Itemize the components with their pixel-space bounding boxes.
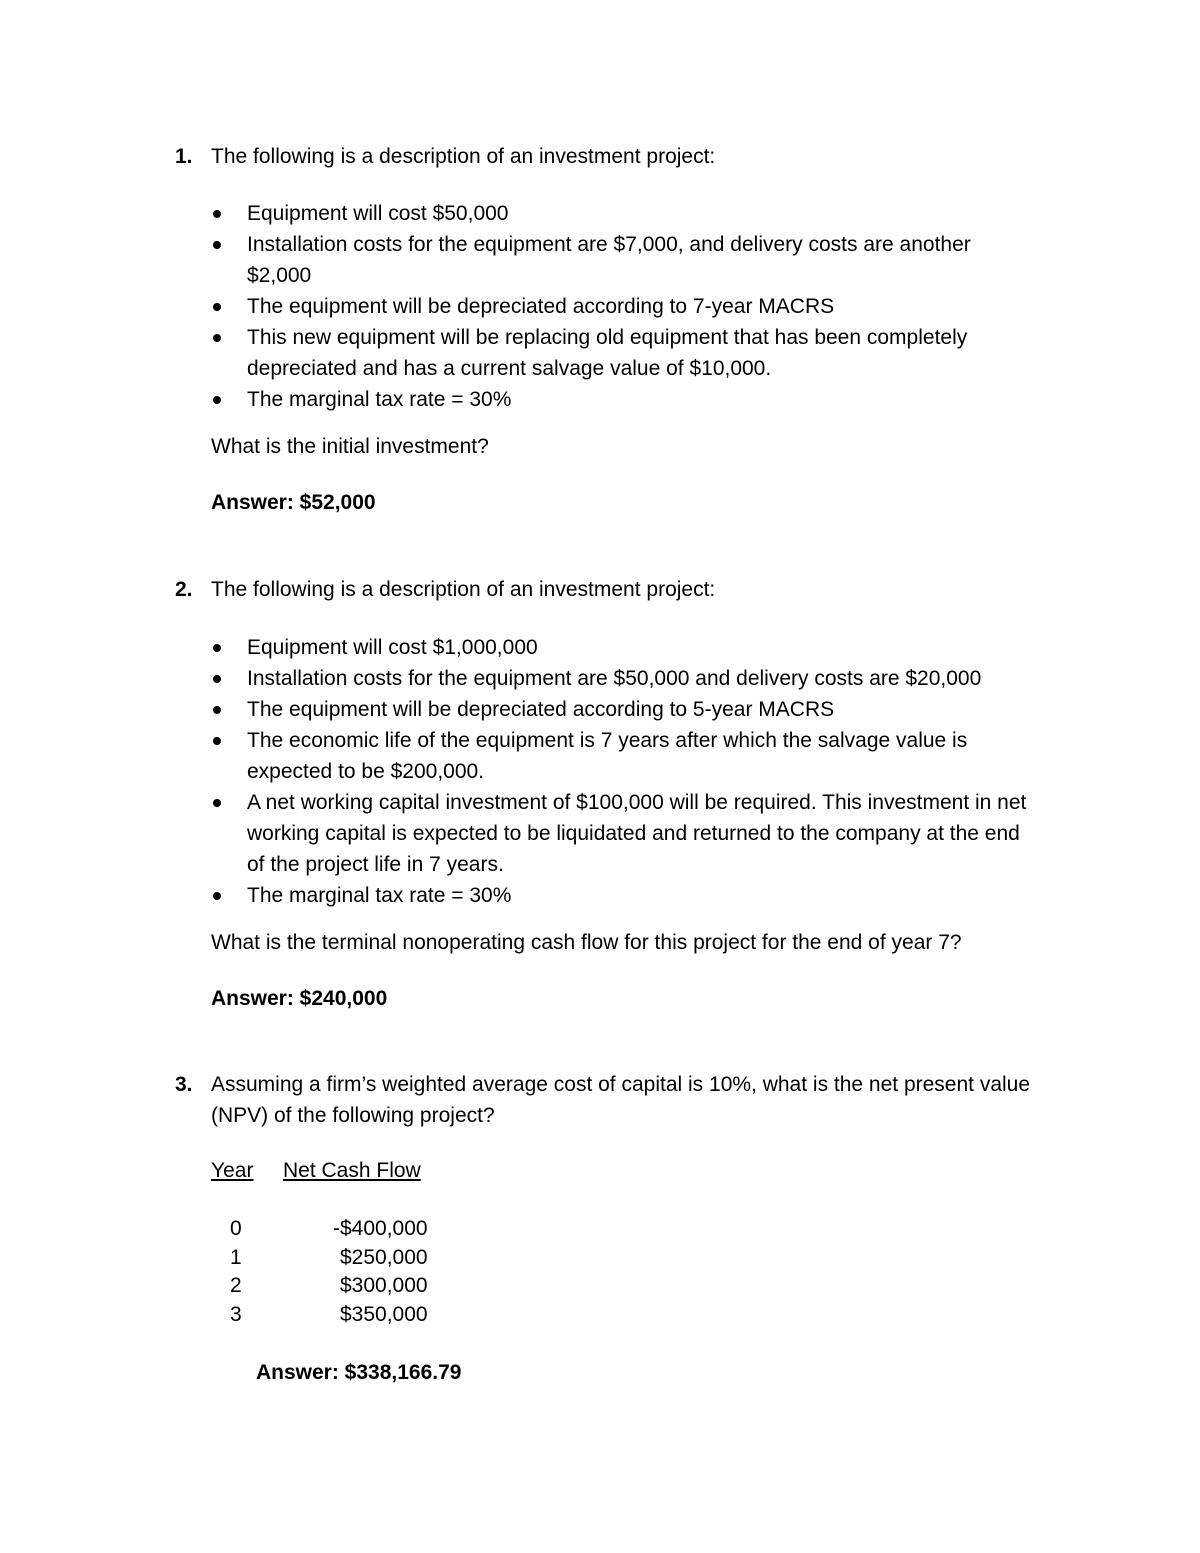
- bullet-text: The economic life of the equipment is 7 years after which the salvage value is: [247, 729, 968, 752]
- question-text: What is the terminal nonoperating cash flow for this project for the end of year 7?: [211, 931, 962, 954]
- bullet-text-continued: $2,000: [247, 264, 312, 287]
- answer-text: Answer: $240,000: [211, 987, 388, 1010]
- question-intro: The following is a description of an investment project:: [211, 145, 716, 168]
- bullet-text: The equipment will be depreciated according to 7-year MACRS: [247, 295, 835, 318]
- table-cell-cash-flow: $250,000: [340, 1246, 428, 1269]
- question-number: 3.: [175, 1073, 193, 1096]
- table-cell-year: 1: [230, 1246, 242, 1269]
- bullet-icon: [213, 892, 221, 900]
- bullet-text-continued: working capital is expected to be liquidated and returned to the company at the end: [247, 822, 1020, 845]
- answer-text: Answer: $52,000: [211, 491, 376, 514]
- question-number: 1.: [175, 145, 193, 168]
- bullet-text: The marginal tax rate = 30%: [247, 388, 512, 411]
- bullet-text-continued: of the project life in 7 years.: [247, 853, 504, 876]
- table-header-year: Year: [211, 1159, 254, 1182]
- bullet-text: Installation costs for the equipment are $7,000, and delivery costs are another: [247, 233, 971, 256]
- bullet-text: Equipment will cost $1,000,000: [247, 636, 538, 659]
- bullet-icon: [213, 737, 221, 745]
- bullet-icon: [213, 675, 221, 683]
- bullet-text: Equipment will cost $50,000: [247, 202, 509, 225]
- bullet-text-continued: depreciated and has a current salvage value of $10,000.: [247, 357, 772, 380]
- question-text: What is the initial investment?: [211, 435, 489, 458]
- bullet-icon: [213, 706, 221, 714]
- bullet-icon: [213, 241, 221, 249]
- bullet-icon: [213, 644, 221, 652]
- table-cell-year: 0: [230, 1217, 242, 1240]
- bullet-icon: [213, 799, 221, 807]
- bullet-text: A net working capital investment of $100,000 will be required. This investment in net: [247, 791, 1027, 814]
- table-cell-year: 3: [230, 1303, 242, 1326]
- bullet-text: The equipment will be depreciated according to 5-year MACRS: [247, 698, 835, 721]
- question-intro-continued: (NPV) of the following project?: [211, 1104, 495, 1127]
- question-number: 2.: [175, 578, 193, 601]
- table-header-net-cash-flow: Net Cash Flow: [283, 1159, 421, 1182]
- question-intro: The following is a description of an investment project:: [211, 578, 716, 601]
- answer-text: Answer: $338,166.79: [256, 1361, 462, 1384]
- bullet-icon: [213, 334, 221, 342]
- table-cell-year: 2: [230, 1274, 242, 1297]
- bullet-text: Installation costs for the equipment are $50,000 and delivery costs are $20,000: [247, 667, 982, 690]
- bullet-icon: [213, 396, 221, 404]
- bullet-text: The marginal tax rate = 30%: [247, 884, 512, 907]
- table-cell-cash-flow: $350,000: [340, 1303, 428, 1326]
- bullet-text: This new equipment will be replacing old equipment that has been completely: [247, 326, 968, 349]
- bullet-icon: [213, 210, 221, 218]
- bullet-text-continued: expected to be $200,000.: [247, 760, 485, 783]
- bullet-icon: [213, 303, 221, 311]
- table-cell-cash-flow: $300,000: [340, 1274, 428, 1297]
- question-intro: Assuming a firm’s weighted average cost of capital is 10%, what is the net present value: [211, 1073, 1031, 1096]
- table-cell-cash-flow: -$400,000: [333, 1217, 428, 1240]
